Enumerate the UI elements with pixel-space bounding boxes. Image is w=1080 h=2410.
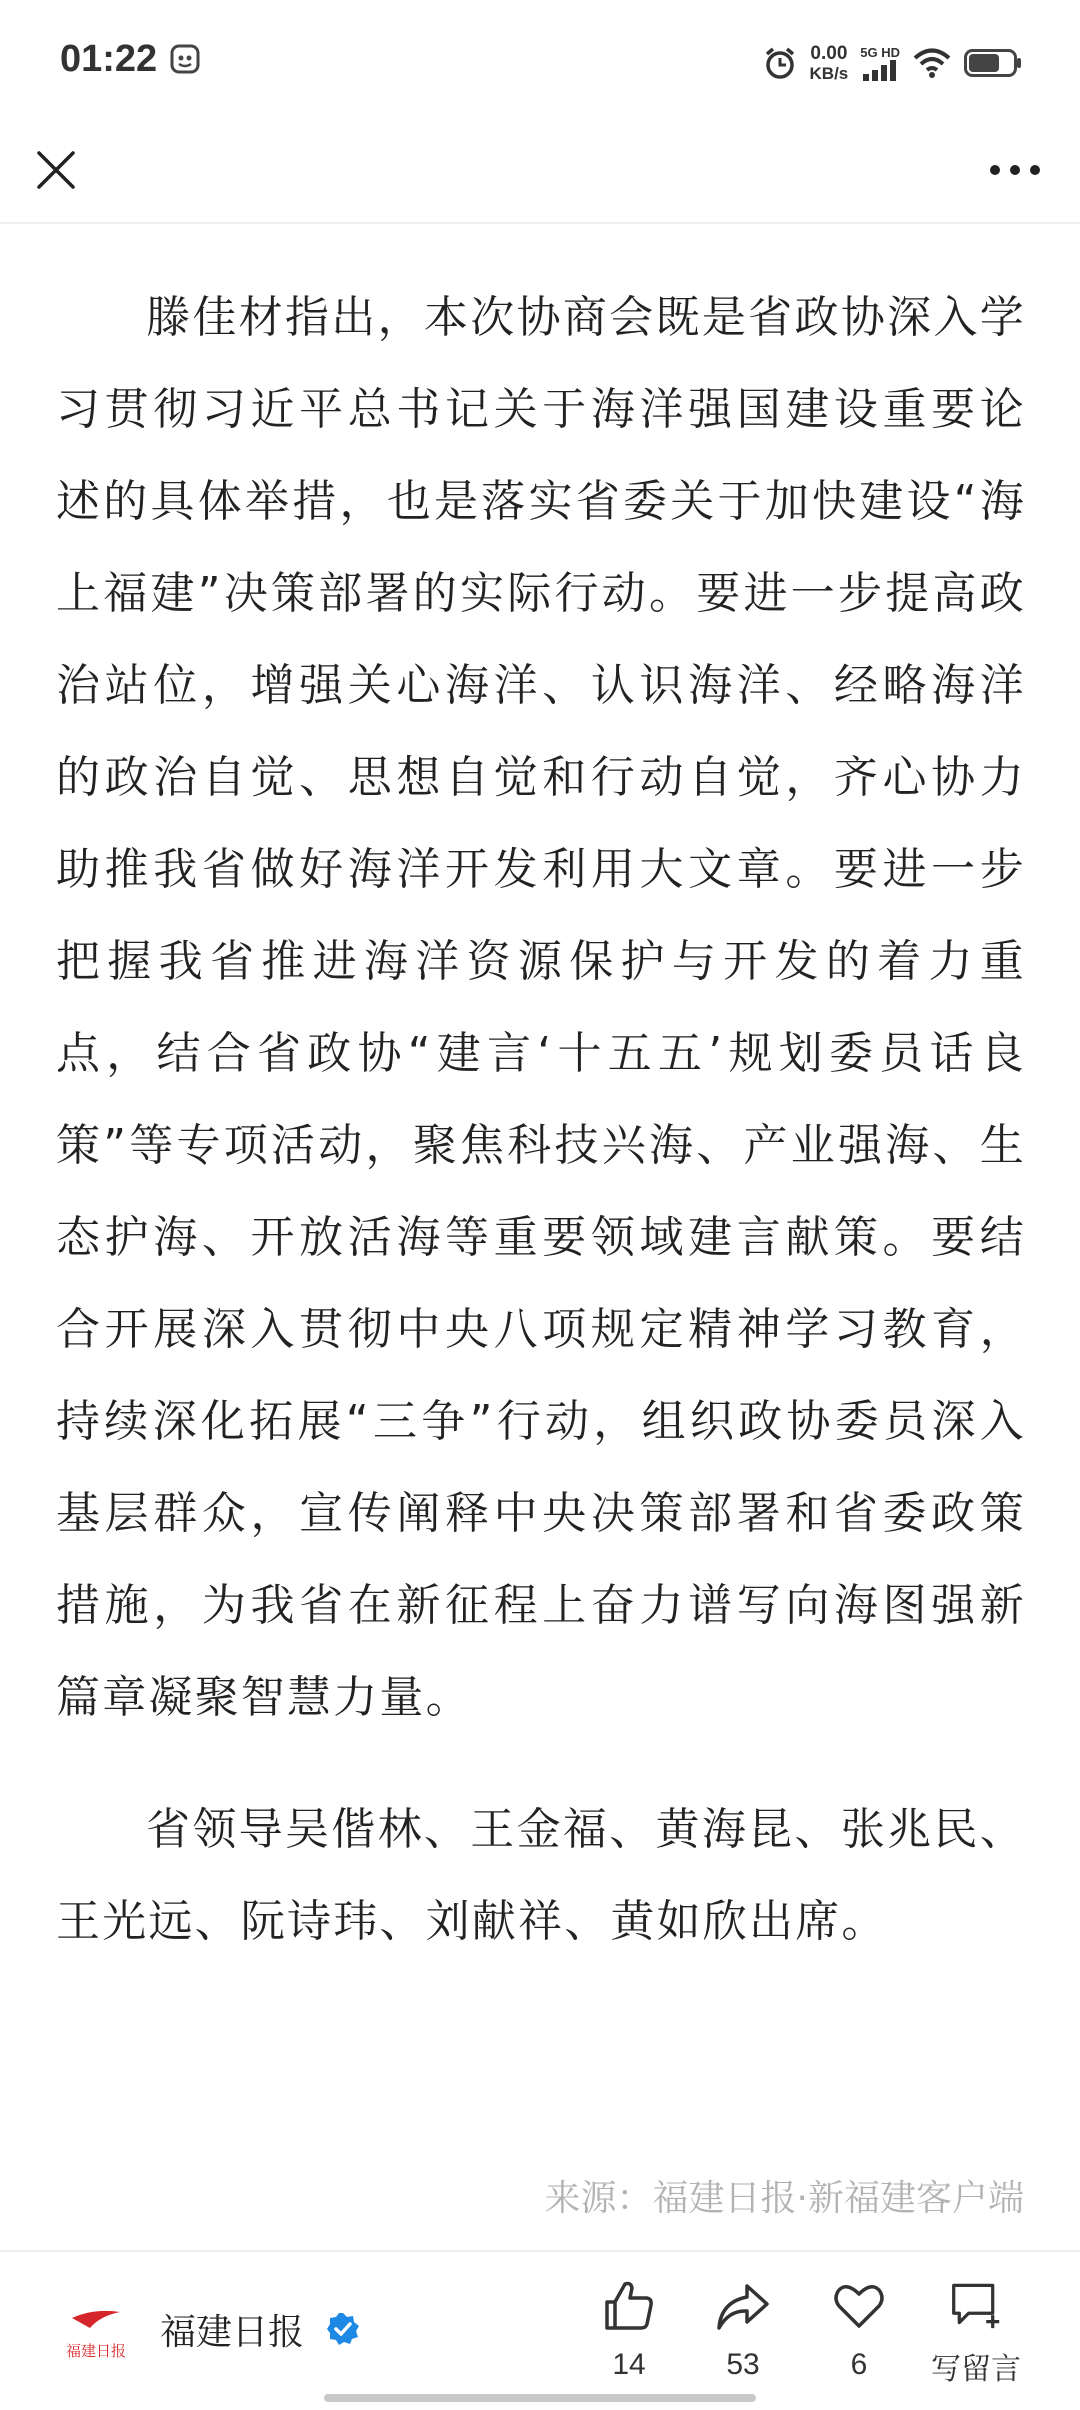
article-paragraph: 滕佳材指出，本次协商会既是省政协深入学习贯彻习近平总书记关于海洋强国建设重要论述的具体举措，也是落实省委关于加快建设“海上福建”决策部署的实际行动。要进一步提高政治站位，增强关心海洋、认识海洋、经略海洋的政治自觉、思想自觉和行动自觉，齐心协力助推我省做好海洋开发利用大文章。要进一步把握我省推进海洋资源保护与开发的着力重点，结合省政协“建言‘十五五’规划委员话良策”等专项活动，聚焦科技兴海、产业强海、生态护海、开放活海等重要领域建言献策。要结合开展深入贯彻中央八项规定精神学习教育，持续深化拓展“三争”行动，组织政协委员深入基层群众，宣传阐释中央决策部署和省委政策措施，为我省在新征程上奋力谱写向海图强新篇章凝聚智慧力量。	[56, 292, 1026, 1723]
status-time: 01:22	[60, 38, 158, 80]
top-navigation-bar	[0, 120, 1080, 224]
battery-icon	[964, 48, 1022, 78]
favorite-count: 6	[850, 2348, 868, 2381]
network-speed	[810, 44, 849, 82]
verified-badge-icon	[326, 2312, 360, 2346]
write-comment-label: 写留言	[931, 2353, 1021, 2386]
like-count: 14	[612, 2348, 646, 2381]
network-type-label: 5G HD	[860, 44, 900, 60]
network-speed-value: 0.00	[810, 43, 848, 64]
close-button[interactable]	[28, 142, 84, 198]
network-speed-unit: KB/s	[809, 64, 849, 83]
close-icon	[36, 150, 76, 190]
signal-bars-icon	[862, 59, 900, 81]
comment-add-icon	[948, 2278, 1004, 2330]
like-button[interactable]	[574, 2278, 684, 2388]
cell-signal	[860, 46, 900, 81]
article-source: 来源：福建日报·新福建客户端	[544, 2178, 1024, 2219]
favorite-button[interactable]	[804, 2278, 914, 2388]
svg-text:福建日报: 福建日报	[65, 2342, 127, 2360]
write-comment-button[interactable]	[921, 2278, 1031, 2388]
more-dots-icon	[989, 164, 1041, 176]
share-button[interactable]	[688, 2278, 798, 2388]
status-icons	[762, 38, 1022, 88]
alarm-icon	[762, 45, 798, 81]
share-arrow-icon	[715, 2278, 771, 2334]
thumbs-up-icon	[601, 2278, 657, 2334]
bottom-action-bar	[0, 2250, 1080, 2410]
app-notification-icon	[170, 44, 200, 74]
author-name[interactable]: 福建日报	[160, 2312, 305, 2353]
heart-icon	[831, 2278, 887, 2334]
article-body	[56, 272, 1026, 2008]
status-bar	[0, 0, 1080, 120]
more-options-button[interactable]	[980, 142, 1050, 198]
wifi-icon	[912, 47, 952, 79]
author-logo-icon[interactable]	[64, 2304, 128, 2368]
home-indicator[interactable]	[324, 2394, 756, 2402]
article-paragraph: 省领导吴偕林、王金福、黄海昆、张兆民、王光远、阮诗玮、刘献祥、黄如欣出席。	[56, 1804, 1026, 1947]
share-count: 53	[726, 2348, 760, 2381]
